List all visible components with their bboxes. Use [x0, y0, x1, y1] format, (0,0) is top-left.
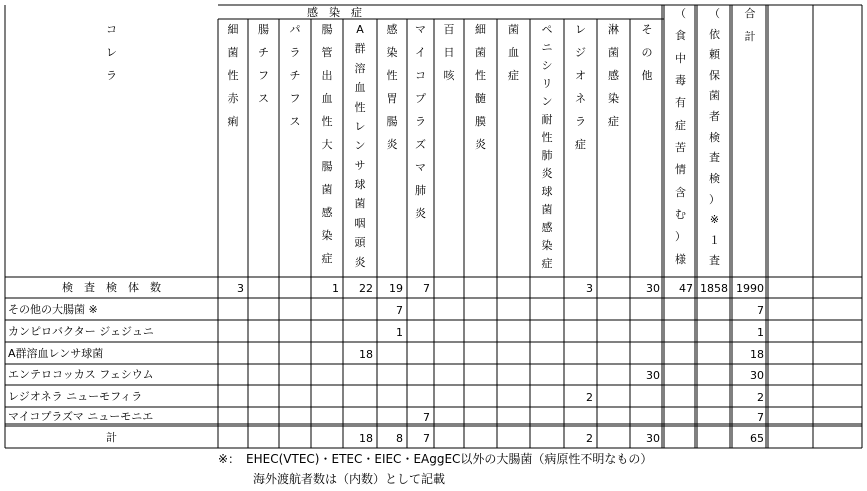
column-header-char: 症 — [541, 257, 553, 270]
column-header-char: 依 — [709, 27, 720, 41]
column-header-char: 菌 — [321, 183, 333, 197]
column-header-char: 髄 — [475, 92, 486, 105]
column-header-char: シ — [541, 59, 553, 72]
specimen-count-row-value: 47 — [679, 282, 693, 295]
organism-row-value: 1 — [757, 325, 764, 339]
column-header-char: 含 — [675, 185, 686, 199]
column-header-char: 中 — [675, 51, 686, 65]
column-header-char: パ — [289, 23, 301, 36]
footnote-line-2: 海外渡航者数は（内数）として記載 — [253, 472, 446, 486]
specimen-count-row-value: 30 — [646, 282, 660, 295]
column-header-char: 他 — [641, 69, 653, 82]
column-header-char: 性 — [386, 69, 398, 82]
column-header-char: 炎 — [415, 207, 426, 220]
column-header-char: 細 — [227, 23, 239, 36]
column-header-char: ジ — [575, 46, 586, 59]
organism-row-value: 30 — [750, 369, 764, 382]
column-header-char: 淋 — [608, 23, 619, 36]
column-header-char: 胃 — [386, 92, 398, 105]
column-header-char: 感 — [608, 69, 619, 82]
column-header-char: ラ — [575, 115, 586, 128]
column-header-char: 合 — [744, 7, 756, 20]
column-header-char: リ — [541, 77, 553, 90]
specimen-count-row-value: 7 — [423, 282, 430, 295]
column-header-char: 感 — [386, 23, 398, 36]
total-row-value: 2 — [586, 431, 593, 445]
column-header-char: 査 — [709, 151, 720, 165]
organism-row-value: 18 — [750, 347, 764, 361]
organism-row-value: 2 — [586, 390, 593, 404]
column-header-char: 様 — [675, 252, 686, 266]
column-header-char: 管 — [321, 45, 333, 59]
column-header-char: フ — [258, 69, 269, 82]
column-header-char: （ — [675, 7, 686, 20]
column-header-char: 肺 — [415, 184, 426, 197]
column-header-char: 染 — [386, 46, 398, 59]
specimen-count-row-value: 3 — [586, 282, 593, 295]
column-header-char: 出 — [321, 68, 333, 82]
column-header-char: 情 — [675, 163, 686, 177]
column-header-char: マ — [415, 161, 426, 174]
column-header-char: 染 — [608, 92, 619, 105]
column-header-char: ラ — [106, 69, 117, 82]
column-header-char: ラ — [289, 46, 301, 59]
column-header-char: 性 — [227, 69, 239, 82]
column-header-char: 感 — [321, 206, 333, 220]
column-header-char: 保 — [709, 68, 720, 82]
column-header-char: 症 — [608, 115, 619, 128]
organism-row-label: その他の大腸菌 ※ — [8, 302, 98, 316]
column-header-char: 菌 — [354, 197, 366, 211]
column-header-char: 百 — [443, 23, 455, 36]
column-header-char: 苦 — [675, 141, 686, 154]
column-header-char: ラ — [415, 115, 426, 128]
column-header-char: 球 — [541, 185, 553, 198]
specimen-count-row-label: 検 査 検 体 数 — [62, 281, 161, 294]
column-header-char: 症 — [508, 69, 519, 82]
column-header-char: 細 — [475, 23, 486, 36]
column-header-char: そ — [641, 23, 653, 36]
column-header-char: ニ — [541, 41, 553, 54]
column-header-char: 溶 — [354, 61, 366, 75]
column-header-char: サ — [354, 158, 366, 172]
column-header-char: 性 — [541, 131, 553, 144]
column-header-char: 症 — [575, 138, 586, 151]
column-header-char: 炎 — [541, 167, 553, 180]
column-header-char: 日 — [443, 46, 455, 59]
column-header-char: 咳 — [443, 69, 455, 82]
footnote-line-1: ※： EHEC(VTEC)・ETEC・EIEC・EAggEC以外の大腸菌（病原性不明なもの） — [218, 452, 653, 466]
total-row-value: 65 — [750, 431, 764, 445]
column-header-char: 腸 — [321, 160, 333, 174]
group-header: 感 染 症 — [307, 6, 362, 19]
column-header-char: 痢 — [227, 115, 239, 128]
column-header-char: 性 — [475, 69, 486, 82]
column-header-char: 血 — [508, 46, 519, 59]
column-header-char: 性 — [354, 100, 366, 114]
column-header-char: ン — [354, 139, 366, 153]
organism-row-value: 2 — [757, 390, 764, 404]
column-header-char: ） — [709, 192, 720, 206]
column-header-char: 査 — [709, 254, 720, 268]
column-header-char: オ — [575, 69, 586, 82]
column-header-char: チ — [258, 46, 269, 59]
column-header-char: コ — [106, 23, 117, 36]
column-header-char: 症 — [675, 118, 686, 132]
column-header-char: 炎 — [475, 138, 486, 151]
specimen-count-row-value: 3 — [237, 282, 244, 295]
column-header-char: 血 — [321, 91, 333, 105]
organism-row-value: 7 — [423, 411, 430, 424]
column-header-char: ） — [675, 230, 686, 244]
column-header-char: チ — [289, 69, 301, 82]
column-header-char: 検 — [709, 130, 720, 144]
column-header-char: 感 — [541, 221, 553, 234]
total-row-value: 7 — [423, 431, 430, 445]
specimen-count-row-value: 22 — [359, 282, 373, 295]
column-header-char: 菌 — [475, 46, 486, 59]
specimen-count-row-value: 19 — [389, 282, 403, 295]
column-header-char: 症 — [321, 252, 333, 266]
column-header-char: １ — [709, 233, 720, 247]
column-header-char: 頭 — [354, 236, 366, 250]
column-header-char: A — [356, 23, 364, 36]
column-header-char: 咽 — [354, 216, 366, 230]
total-row-value: 30 — [646, 431, 660, 445]
column-header-char: 耐 — [541, 113, 553, 126]
column-header-char: む — [675, 208, 686, 221]
column-header-char: 毒 — [675, 74, 686, 87]
column-header-char: ス — [258, 92, 269, 105]
column-header-char: 腸 — [321, 23, 333, 36]
column-header-char: 者 — [709, 110, 720, 124]
column-header-char: マ — [415, 23, 426, 36]
column-header-char: 染 — [541, 239, 553, 252]
column-header-char: 有 — [675, 96, 686, 110]
column-header-char: 群 — [354, 42, 366, 56]
column-header-char: ン — [541, 95, 553, 108]
column-header-char: ※ — [709, 213, 720, 227]
organism-row-label: A群溶血レンサ球菌 — [8, 346, 104, 360]
column-header-char: レ — [575, 23, 586, 36]
column-header-char: 炎 — [386, 138, 398, 151]
organism-row-value: 1 — [396, 325, 403, 339]
specimen-count-row-value: 1858 — [700, 282, 728, 295]
organism-row-label: マイコプラズマ ニューモニエ — [8, 410, 154, 423]
organism-row-label: エンテロコッカス フェシウム — [8, 368, 154, 381]
column-header-char: 菌 — [608, 46, 619, 59]
organism-row-value: 18 — [359, 347, 373, 361]
column-header-char: 腸 — [386, 115, 398, 128]
column-header-char: （ — [709, 7, 720, 20]
column-header-char: 菌 — [541, 203, 553, 216]
column-header-char: レ — [106, 46, 117, 59]
column-header-char: 菌 — [508, 23, 519, 36]
column-header-char: の — [641, 46, 653, 59]
column-header-char: 球 — [354, 178, 366, 192]
column-header-char: 血 — [354, 81, 366, 95]
column-header-char: 膜 — [475, 115, 486, 128]
column-header-char: イ — [415, 46, 426, 59]
column-header-char: 食 — [675, 29, 686, 43]
column-header-char: 検 — [709, 171, 720, 185]
organism-row-value: 30 — [646, 369, 660, 382]
total-row-label: 計 — [106, 430, 117, 444]
column-header-char: 菌 — [709, 89, 720, 103]
column-header-char: 炎 — [354, 255, 366, 269]
column-header-char: 赤 — [227, 92, 239, 105]
column-header-char: 大 — [321, 137, 333, 151]
total-row-value: 8 — [396, 431, 403, 445]
column-header-char: ス — [289, 115, 301, 128]
organism-row-value: 7 — [396, 303, 403, 317]
organism-row-label: レジオネラ ニューモフィラ — [8, 389, 143, 403]
column-header-char: 腸 — [258, 23, 269, 36]
column-header-char: ネ — [575, 92, 586, 105]
column-header-char: レ — [354, 119, 366, 133]
total-row-value: 18 — [359, 431, 373, 445]
organism-row-value: 7 — [757, 411, 764, 424]
column-header-char: 計 — [744, 30, 756, 43]
column-header-char: 菌 — [227, 46, 239, 59]
column-header-char: 性 — [321, 114, 333, 128]
specimen-count-row-value: 1990 — [736, 282, 764, 295]
specimen-count-row-value: 1 — [332, 282, 339, 295]
organism-row-value: 7 — [757, 303, 764, 317]
column-header-char: フ — [289, 92, 301, 105]
column-header-char: ペ — [541, 23, 553, 36]
column-header-char: 染 — [321, 229, 333, 243]
column-header-char: 頼 — [709, 48, 720, 62]
column-header-char: 肺 — [541, 149, 553, 162]
organism-row-label: カンピロバクター ジェジュニ — [8, 324, 154, 338]
column-header-char: コ — [415, 69, 426, 82]
column-header-char: ズ — [415, 138, 426, 151]
column-header-char: プ — [415, 92, 426, 105]
